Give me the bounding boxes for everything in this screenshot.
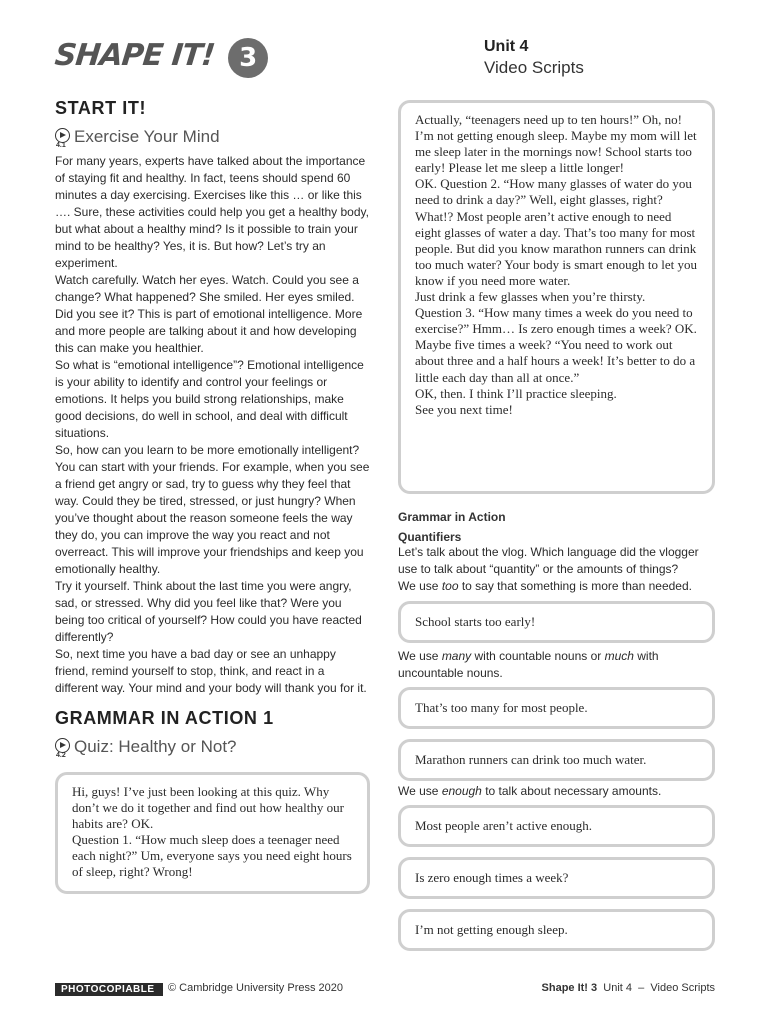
photocopiable-badge: PHOTOCOPIABLE <box>55 983 163 996</box>
script-paragraph: Try it yourself. Think about the last time you were angry, sad, or stressed. Why did you feel like that? Were you being too critical of yourself? How could you have reacted differently? <box>55 579 362 644</box>
script-line: Actually, “teenagers need up to ten hours!” Oh, no! I’m not getting enough sleep. Maybe my mom will let me sleep later in the mornings now! School starts too early! Please let me sleep a little longer! <box>415 112 697 176</box>
exercise-your-mind-heading <box>55 128 370 150</box>
quantifiers-title: Quantifiers <box>398 530 462 544</box>
copyright-notice: © Cambridge University Press 2020 <box>168 982 344 994</box>
start-it-heading: START IT! <box>55 98 147 118</box>
script-line: Question 1. “How much sleep does a teenager need each night?” Um, everyone says you need eight hours of sleep, right? Wrong! <box>72 832 352 880</box>
video-number: 4.2 <box>56 752 66 759</box>
exercise-your-mind-script <box>55 153 370 697</box>
script-paragraph: So, next time you have a bad day or see an unhappy friend, remind yourself to stop, think, and react in a different way. Your mind and your body will thank you for it. <box>55 647 367 695</box>
grammar-intro: Let’s talk about the vlog. Which language did the vlogger use to talk about “quantity” or the amounts of things? <box>398 545 699 576</box>
example-not-active-enough: Most people aren’t active enough. <box>398 805 715 847</box>
video-title: Quiz: Healthy or Not? <box>74 737 237 756</box>
play-icon <box>55 738 70 753</box>
script-line: OK, then. I think I’ll practice sleeping. <box>415 385 617 401</box>
script-line: What!? Most people aren’t active enough to need eight glasses of water a day. That’s too many for most people. But did you know marathon runners can drink too much water? Your body is smart enough to let you know if you need more water. <box>415 208 697 288</box>
script-paragraph: Watch carefully. Watch her eyes. Watch. Could you see a change? What happened? She smiled. Her eyes smiled. Did you see it? This is part of emotional intelligence. More and more people are talking about it and how developing this can make you healthier. <box>55 273 363 355</box>
script-line: See you next time! <box>415 401 513 417</box>
script-paragraph: For many years, experts have talked about the importance of staying fit and healthy. In fact, teens should spend 60 minutes a day exercising. Exercises like this … or like this …. Sure, these activities could help you get a healthy body, but what about a healthy mind? Is it possible to train your mind to be healthy? Yes, it is. But how? Let’s try an experiment. <box>55 154 369 270</box>
grammar-in-action-title: Grammar in Action <box>398 510 506 524</box>
video-play-button[interactable] <box>55 738 71 760</box>
video-play-button[interactable] <box>55 128 71 150</box>
shape-it-logo <box>55 32 268 78</box>
example-not-enough-sleep: I’m not getting enough sleep. <box>398 909 715 951</box>
grammar-in-action-1-heading: GRAMMAR IN ACTION 1 <box>55 708 274 728</box>
play-icon <box>55 128 70 143</box>
example-zero-enough: Is zero enough times a week? <box>398 857 715 899</box>
unit-heading <box>484 38 584 78</box>
footer-reference <box>542 982 715 994</box>
script-line: Hi, guys! I’ve just been looking at this quiz. Why don’t we do it together and find out how healthy our habits are? OK. <box>72 784 344 832</box>
video-title: Exercise Your Mind <box>74 127 220 146</box>
footer-book: Shape It! 3 <box>541 982 598 994</box>
script-paragraph: So, how can you learn to be more emotionally intelligent? You can start with your friends. For example, when you see a friend get angry or sad, try to guess why they feel that way. Could they be tired, stressed, or just hungry? When you’ve thought about the reason someone feels the way they do, you can improve the way you react and not overreact. This will improve your friendships and keep you emotionally healthy. <box>55 443 370 576</box>
footer-separator: – <box>638 982 645 994</box>
too-rule: We use too to say that something is more than needed. <box>398 579 692 593</box>
script-line: OK. Question 2. “How many glasses of water do you need to drink a day?” Well, eight glasses, right? <box>415 176 692 208</box>
quiz-script-box-2 <box>398 100 715 494</box>
unit-subtitle: Video Scripts <box>484 58 584 77</box>
quiz-script-box-1 <box>55 772 370 894</box>
example-too-many: That’s too many for most people. <box>398 687 715 729</box>
script-paragraph: So what is “emotional intelligence”? Emotional intelligence is your ability to identify and control your feelings or emotions. It helps you build strong relationships, make good decisions, do well in school, and deal with difficult situations. <box>55 358 364 440</box>
level-number-badge: 3 <box>228 38 268 78</box>
video-number: 4.1 <box>56 142 66 149</box>
footer-unit: Unit 4 <box>603 982 633 994</box>
logo-text: SHAPE IT! <box>53 37 217 73</box>
right-column <box>398 100 715 951</box>
example-too-early: School starts too early! <box>398 601 715 643</box>
quiz-heading <box>55 738 370 760</box>
unit-title: Unit 4 <box>484 38 529 55</box>
script-line: Just drink a few glasses when you’re thirsty. <box>415 289 646 305</box>
footer-section: Video Scripts <box>650 982 715 994</box>
many-much-rule: We use many with countable nouns or much with uncountable nouns. <box>398 649 659 680</box>
example-too-much: Marathon runners can drink too much water. <box>398 739 715 781</box>
enough-rule: We use enough to talk about necessary amounts. <box>398 784 662 798</box>
left-column <box>55 98 370 894</box>
script-line: Question 3. “How many times a week do you need to exercise?” Hmm… Is zero enough times a week? OK. Maybe five times a week? “You need to work out about three and a half hours a week! It’s better to do a little each day than all at once.” <box>415 305 697 385</box>
page-footer <box>55 982 715 998</box>
